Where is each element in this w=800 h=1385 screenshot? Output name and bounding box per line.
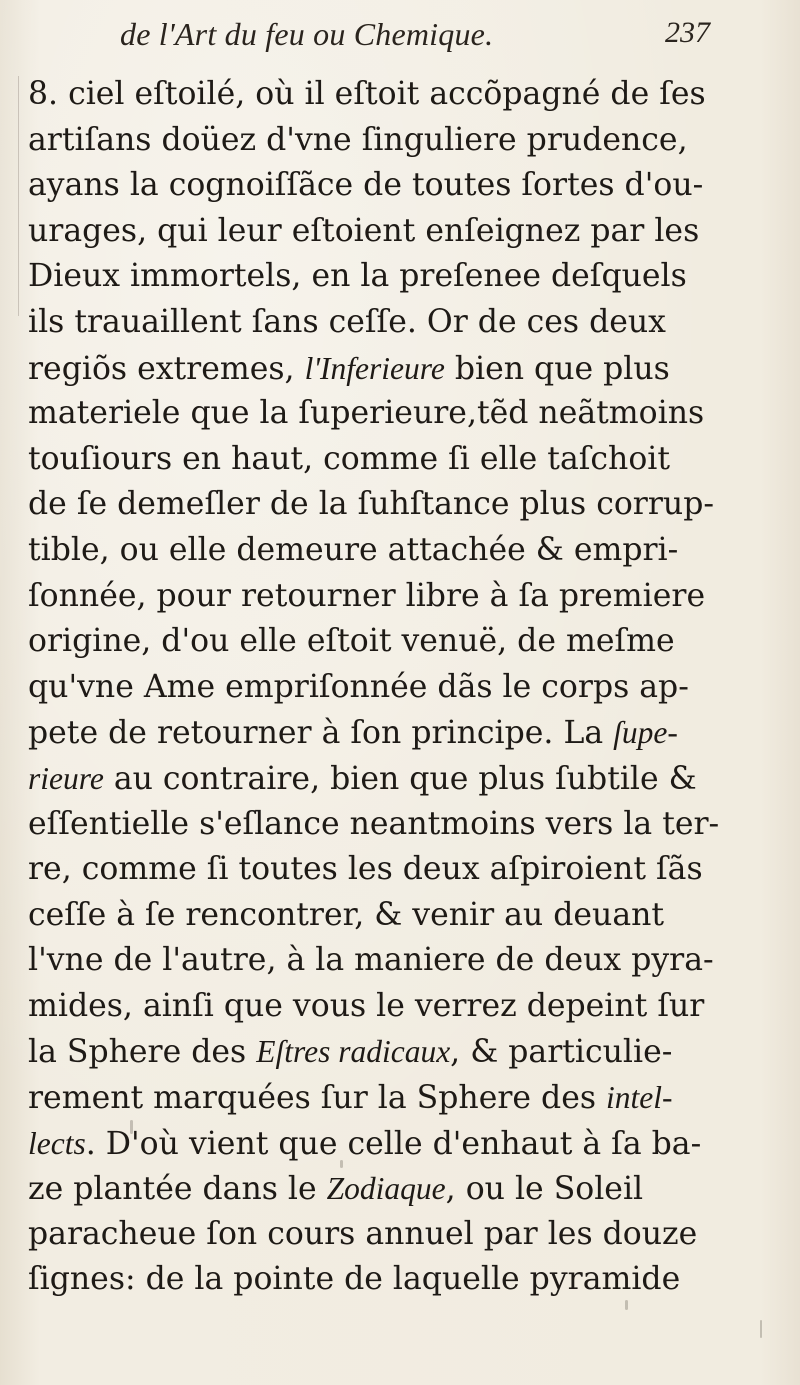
running-head: de l'Art du feu ou Chemique. [120,16,494,52]
text-line-21: mides, ainſi que vous le verrez depeint ſur [28,987,705,1024]
italic-term: lects [28,1125,86,1161]
text-segment: rement marquées ſur la Sphere des [28,1080,607,1117]
text-line-7 [28,346,778,392]
text-line-6: ils trauaillent ſans ceſſe. Or de ces deux [28,303,666,340]
text-line-19: ceſſe à ſe rencontrer, & venir au deuant [28,896,665,933]
text-line-20: l'vne de l'autre, à la maniere de deux pyra- [28,942,714,979]
text-line-26: paracheue ſon cours annuel par les douze [28,1215,698,1252]
page-header [120,12,720,62]
paper-speck [625,1300,628,1310]
text-line-13: origine, d'ou elle eſtoit venuë, de meſme [28,623,675,660]
text-segment: la Sphere des [28,1034,257,1071]
text-line-3: ayans la cognoiſſãce de toutes ſortes d'ou- [28,167,704,204]
text-line-4: urages, qui leur eſtoient enſeignez par les [28,212,700,249]
text-line-2: artiſans doüez d'vne ſinguliere prudence, [28,121,688,158]
text-line-8: materiele que la ſuperieure,tẽd neãtmoins [28,395,705,432]
text-segment: , & particulie- [450,1034,673,1071]
text-line-17: eſſentielle s'eſlance neantmoins vers la ter- [28,805,720,842]
text-line-27: ſignes: de la pointe de laquelle pyramide [28,1261,681,1298]
text-line-15 [28,710,778,756]
text-segment: bien que plus [444,350,670,387]
italic-term: intel- [606,1080,673,1116]
text-line-9: touſiours en haut, comme ſi elle taſchoit [28,440,671,477]
italic-term: Zodiaque [326,1171,446,1207]
paper-speck [130,1120,133,1134]
text-segment: regiõs extremes, [28,350,305,387]
text-line-18: re, comme ſi toutes les deux aſpiroient ſãs [28,851,703,888]
italic-term: Eſtres radicaux [256,1034,451,1070]
blank-page-area [0,1000,800,1385]
text-line-11: tible, ou elle demeure attachée & empri- [28,531,679,568]
text-segment: . D'où vient que celle d'enhaut à ſa ba- [85,1125,702,1162]
page-number: 237 [665,16,710,49]
text-segment: pete de retourner à ſon principe. La [28,715,614,752]
text-line-12: ſonnée, pour retourner libre à ſa premiere [28,577,706,614]
text-line-14: qu'vne Ame empriſonnée dãs le corps ap- [28,668,689,705]
text-segment: , ou le Soleil [445,1171,644,1208]
italic-term: ſupe- [613,715,678,751]
margin-mark [18,76,19,316]
text-line-10: de ſe demeſler de la ſuhſtance plus corrup- [28,486,715,523]
text-segment: au contraire, bien que plus ſubtile & [103,760,697,797]
italic-term: rieure [28,760,104,796]
text-line-16 [28,756,778,802]
paper-speck [760,1320,762,1338]
text-line-5: Dieux immortels, en la preſenee deſquels [28,258,687,295]
italic-term: l'Inferieure [304,350,445,386]
text-segment: ze plantée dans le [28,1171,327,1208]
text-line-1: 8. ciel eſtoilé, où il eſtoit accõpagné de ſes [28,76,706,112]
paper-speck [340,1160,343,1168]
